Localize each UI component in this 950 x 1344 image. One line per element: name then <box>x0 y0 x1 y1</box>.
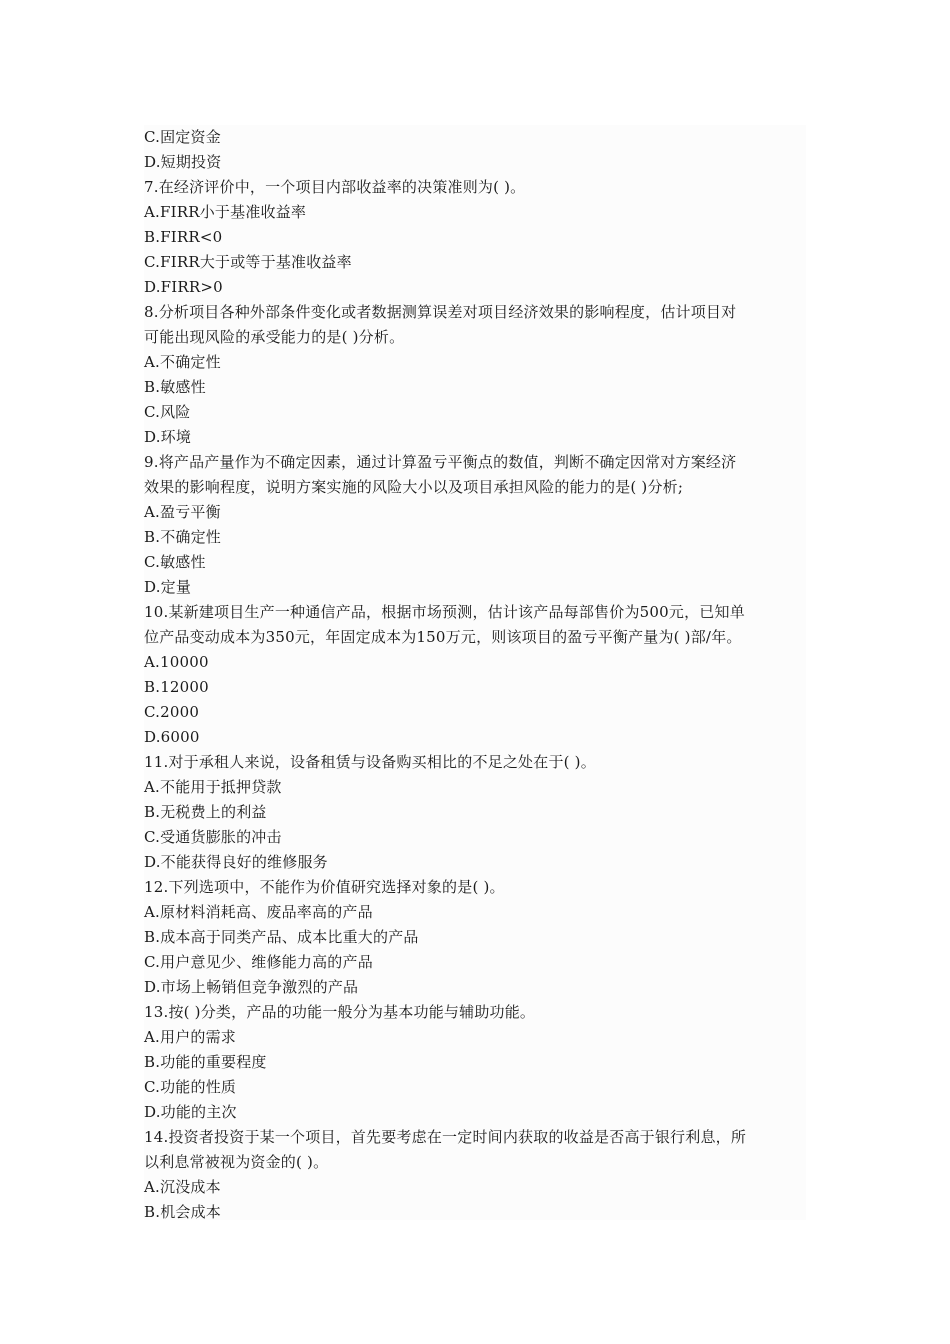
option-a: A.盈亏平衡 <box>144 503 221 521</box>
option-b: B.敏感性 <box>144 378 206 396</box>
option-c: C.受通货膨胀的冲击 <box>144 828 282 846</box>
option-a: A.沉没成本 <box>144 1178 221 1196</box>
question-14-cont: 以利息常被视为资金的( )。 <box>144 1153 329 1171</box>
option-a: A.FIRR小于基准收益率 <box>144 203 307 221</box>
option-c: C.2000 <box>144 703 200 721</box>
option-a: A.不能用于抵押贷款 <box>144 778 282 796</box>
option-c: C.用户意见少、维修能力高的产品 <box>144 953 373 971</box>
text-line: D.短期投资 <box>144 153 222 171</box>
question-12: 12.下列选项中，不能作为价值研究选择对象的是( )。 <box>144 878 505 896</box>
option-b: B.12000 <box>144 678 209 696</box>
option-c: C.风险 <box>144 403 191 421</box>
option-a: A.不确定性 <box>144 353 221 371</box>
option-d: D.不能获得良好的维修服务 <box>144 853 328 871</box>
option-d: D.FIRR>0 <box>144 278 223 296</box>
option-d: D.功能的主次 <box>144 1103 237 1121</box>
option-c: C.FIRR大于或等于基准收益率 <box>144 253 352 271</box>
text-line: C.固定资金 <box>144 128 221 146</box>
question-9-cont: 效果的影响程度，说明方案实施的风险大小以及项目承担风险的能力的是( )分析; <box>144 478 684 496</box>
option-b: B.机会成本 <box>144 1203 221 1221</box>
question-9: 9.将产品产量作为不确定因素，通过计算盈亏平衡点的数值，判断不确定因常对方案经济 <box>144 453 737 471</box>
option-b: B.功能的重要程度 <box>144 1053 267 1071</box>
question-7: 7.在经济评价中，一个项目内部收益率的决策准则为( )。 <box>144 178 526 196</box>
question-14: 14.投资者投资于某一个项目，首先要考虑在一定时间内获取的收益是否高于银行利息，所 <box>144 1128 747 1146</box>
option-a: A.原材料消耗高、废品率高的产品 <box>144 903 373 921</box>
question-10: 10.某新建项目生产一种通信产品，根据市场预测，估计该产品每部售价为500元，已知单 <box>144 603 745 621</box>
document-page <box>144 125 806 1220</box>
option-b: B.不确定性 <box>144 528 221 546</box>
option-c: C.功能的性质 <box>144 1078 237 1096</box>
option-d: D.环境 <box>144 428 192 446</box>
question-8: 8.分析项目各种外部条件变化或者数据测算误差对项目经济效果的影响程度，估计项目对 <box>144 303 737 321</box>
question-10-cont: 位产品变动成本为350元，年固定成本为150万元，则该项目的盈亏平衡产量为( )部/年。 <box>144 628 742 646</box>
option-d: D.市场上畅销但竞争激烈的产品 <box>144 978 359 996</box>
question-8-cont: 可能出现风险的承受能力的是( )分析。 <box>144 328 405 346</box>
option-b: B.FIRR<0 <box>144 228 223 246</box>
option-a: A.10000 <box>144 653 209 671</box>
option-b: B.成本高于同类产品、成本比重大的产品 <box>144 928 419 946</box>
option-b: B.无税费上的利益 <box>144 803 267 821</box>
question-13: 13.按( )分类，产品的功能一般分为基本功能与辅助功能。 <box>144 1003 536 1021</box>
option-d: D.6000 <box>144 728 200 746</box>
option-c: C.敏感性 <box>144 553 206 571</box>
option-a: A.用户的需求 <box>144 1028 237 1046</box>
option-d: D.定量 <box>144 578 192 596</box>
question-11: 11.对于承租人来说，设备租赁与设备购买相比的不足之处在于( )。 <box>144 753 596 771</box>
